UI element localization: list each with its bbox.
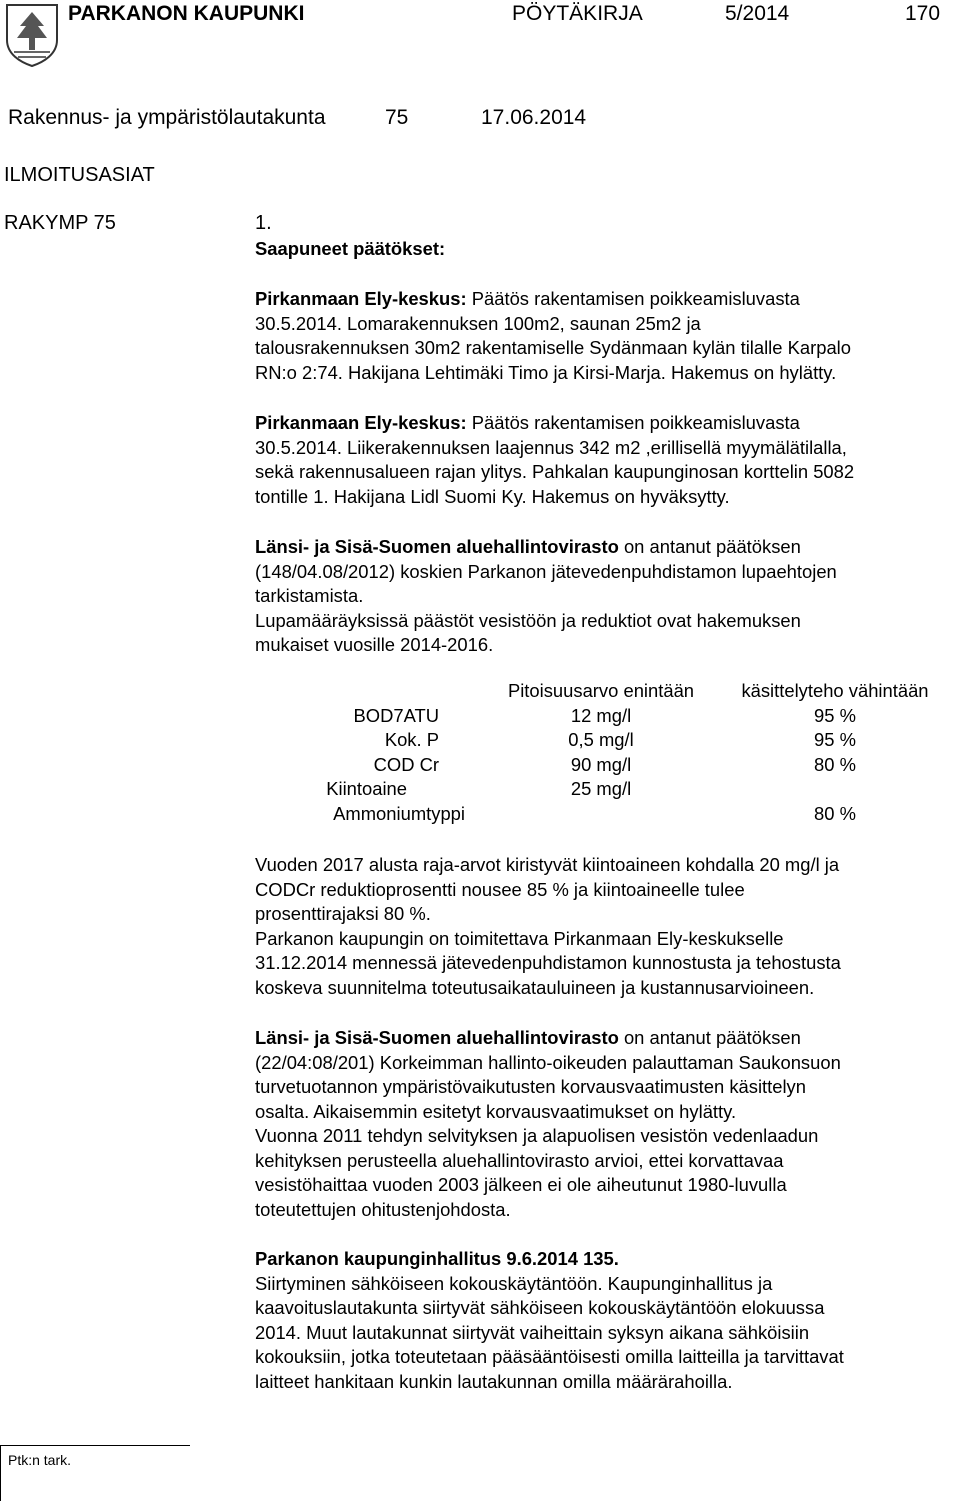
table-cell: 80 % [814, 802, 856, 824]
limits-paragraph [255, 853, 955, 1000]
paragraph-line: 31.12.2014 mennessä jätevedenpuhdistamon kunnostusta ja tehostusta [255, 952, 841, 973]
decision-2-line: Päätös rakentamisen poikkeamisluvasta [471, 412, 800, 433]
table-header-row [255, 680, 955, 705]
item-number: 1. [255, 212, 272, 234]
decision-2-org: Pirkanmaan Ely-keskus: [255, 412, 467, 433]
table-cell: 95 % [814, 704, 856, 726]
decision-4-org: Länsi- ja Sisä-Suomen aluehallintovirasto [255, 1027, 619, 1048]
item-reference: RAKYMP 75 [4, 212, 116, 234]
paragraph-line: koskeva suunnitelma toteutusaikatauluineen ja kustannusarvioineen. [255, 976, 815, 998]
table-cell: BOD7ATU [353, 704, 439, 726]
decision-2-line: tontille 1. Hakijana Lidl Suomi Ky. Hakemus on hyväksytty. [255, 485, 730, 507]
limits-table [255, 680, 955, 827]
paragraph-line: prosenttirajaksi 80 %. [255, 903, 431, 924]
table-row [255, 705, 955, 730]
table-row [255, 803, 955, 828]
decision-3-org: Länsi- ja Sisä-Suomen aluehallintovirasto [255, 536, 619, 557]
decision-3-line: on antanut päätöksen [623, 536, 801, 557]
decision-2 [255, 411, 955, 509]
decision-3-line: Lupamääräyksissä päästöt vesistöön ja reduktiot ovat hakemuksen [255, 609, 801, 631]
decision-2-line: 30.5.2014. Liikerakennuksen laajennus 342 m2 ,erillisellä myymälätilalla, [255, 436, 847, 458]
table-cell: 25 mg/l [570, 778, 632, 799]
table-header: Pitoisuusarvo enintään [507, 680, 695, 701]
decision-4-line: (22/04:08/201) Korkeimman hallinto-oikeuden palauttaman Saukonsuon [255, 1051, 841, 1073]
table-cell: 80 % [814, 753, 856, 775]
minutes-checker-label: Ptk:n tark. [8, 1452, 72, 1468]
decision-4-line: turvetuotannon ympäristövaikutusten korvausvaatimusten käsittelyn [255, 1076, 806, 1097]
decision-1 [255, 287, 955, 385]
decision-4-line: toteutettujen ohitustenjohdosta. [255, 1198, 511, 1220]
paragraph-line: Vuoden 2017 alusta raja-arvot kiristyvät kiintoaineen kohdalla 20 mg/l ja [255, 854, 840, 875]
meeting-date: 17.06.2014 [481, 106, 587, 129]
document-number: 5/2014 [725, 2, 790, 25]
table-row [255, 778, 955, 803]
decision-5 [255, 1247, 955, 1394]
decision-3 [255, 535, 955, 658]
decision-4-line: Vuonna 2011 tehdyn selvityksen ja alapuolisen vesistön vedenlaadun [255, 1125, 819, 1146]
city-crest-logo [4, 2, 60, 68]
table-header: käsittelyteho vähintään [741, 680, 929, 701]
decision-1-line: 30.5.2014. Lomarakennuksen 100m2, saunan 25m2 ja [255, 312, 701, 334]
decision-5-line: kaavoituslautakunta siirtyvät sähköiseen kokouskäytäntöön elokuussa [255, 1297, 825, 1318]
decision-1-line: RN:o 2:74. Hakijana Lehtimäki Timo ja Kirsi-Marja. Hakemus on hylätty. [255, 361, 837, 383]
meeting-body: Rakennus- ja ympäristölautakunta [8, 106, 326, 129]
table-cell: COD Cr [373, 753, 439, 775]
decision-3-line: (148/04.08/2012) koskien Parkanon jätevedenpuhdistamon lupaehtojen [255, 560, 837, 582]
footer-box-edge [0, 1445, 1, 1501]
decision-4-line: kehityksen perusteella aluehallintovirasto arvioi, ettei korvattavaa [255, 1149, 784, 1171]
section-title: ILMOITUSASIAT [4, 164, 155, 186]
decision-5-line: Siirtyminen sähköiseen kokouskäytäntöön. Kaupunginhallitus ja [255, 1272, 773, 1294]
table-cell: 0,5 mg/l [568, 729, 634, 750]
decision-1-org: Pirkanmaan Ely-keskus: [255, 288, 467, 309]
table-cell: Kok. P [384, 729, 439, 750]
decision-4-line: on antanut päätöksen [623, 1027, 801, 1048]
decision-4 [255, 1026, 955, 1222]
decision-4-line: vesistöhaittaa vuoden 2003 jälkeen ei ole aiheutunut 1980-luvulla [255, 1174, 787, 1195]
table-cell: Ammoniumtyppi [333, 802, 465, 824]
table-cell: 90 mg/l [570, 753, 632, 775]
decision-5-org: Parkanon kaupunginhallitus 9.6.2014 135. [255, 1248, 619, 1269]
table-row [255, 729, 955, 754]
table-cell: Kiintoaine [326, 778, 407, 799]
decision-1-line: Päätös rakentamisen poikkeamisluvasta [471, 288, 800, 309]
table-cell: 95 % [814, 729, 856, 750]
table-row [255, 754, 955, 779]
table-cell: 12 mg/l [570, 704, 632, 726]
page-number: 170 [905, 2, 941, 25]
paragraph-line: CODCr reduktioprosentti nousee 85 % ja kiintoaineelle tulee [255, 878, 745, 900]
decision-4-line: osalta. Aikaisemmin esitetyt korvausvaatimukset on hylätty. [255, 1100, 737, 1122]
decision-1-line: talousrakennuksen 30m2 rakentamiselle Sydänmaan kylän tilalle Karpalo [255, 337, 851, 358]
item-title: Saapuneet päätökset: [255, 238, 446, 259]
decision-3-line: tarkistamista. [255, 585, 364, 606]
decision-2-line: sekä rakennusalueen rajan ylitys. Pahkalan kaupunginosan korttelin 5082 [255, 461, 855, 482]
footer-divider [0, 1445, 190, 1446]
paragraph-line: Parkanon kaupungin on toimitettava Pirkanmaan Ely-keskukselle [255, 927, 784, 949]
decision-5-line: laitteet hankitaan kunkin lautakunnan omilla määrärahoilla. [255, 1370, 733, 1392]
decision-5-line: 2014. Muut lautakunnat siirtyvät vaiheittain syksyn aikana sähköisiin [255, 1321, 810, 1343]
section-number: 75 [385, 106, 409, 129]
organization-name: PARKANON KAUPUNKI [68, 2, 305, 25]
decision-3-line: mukaiset vuosille 2014-2016. [255, 634, 494, 655]
document-type: PÖYTÄKIRJA [512, 2, 643, 25]
decision-5-line: kokouksiin, jotka toteutetaan pääsääntöisesti omilla laitteilla ja tarvittavat [255, 1346, 844, 1367]
